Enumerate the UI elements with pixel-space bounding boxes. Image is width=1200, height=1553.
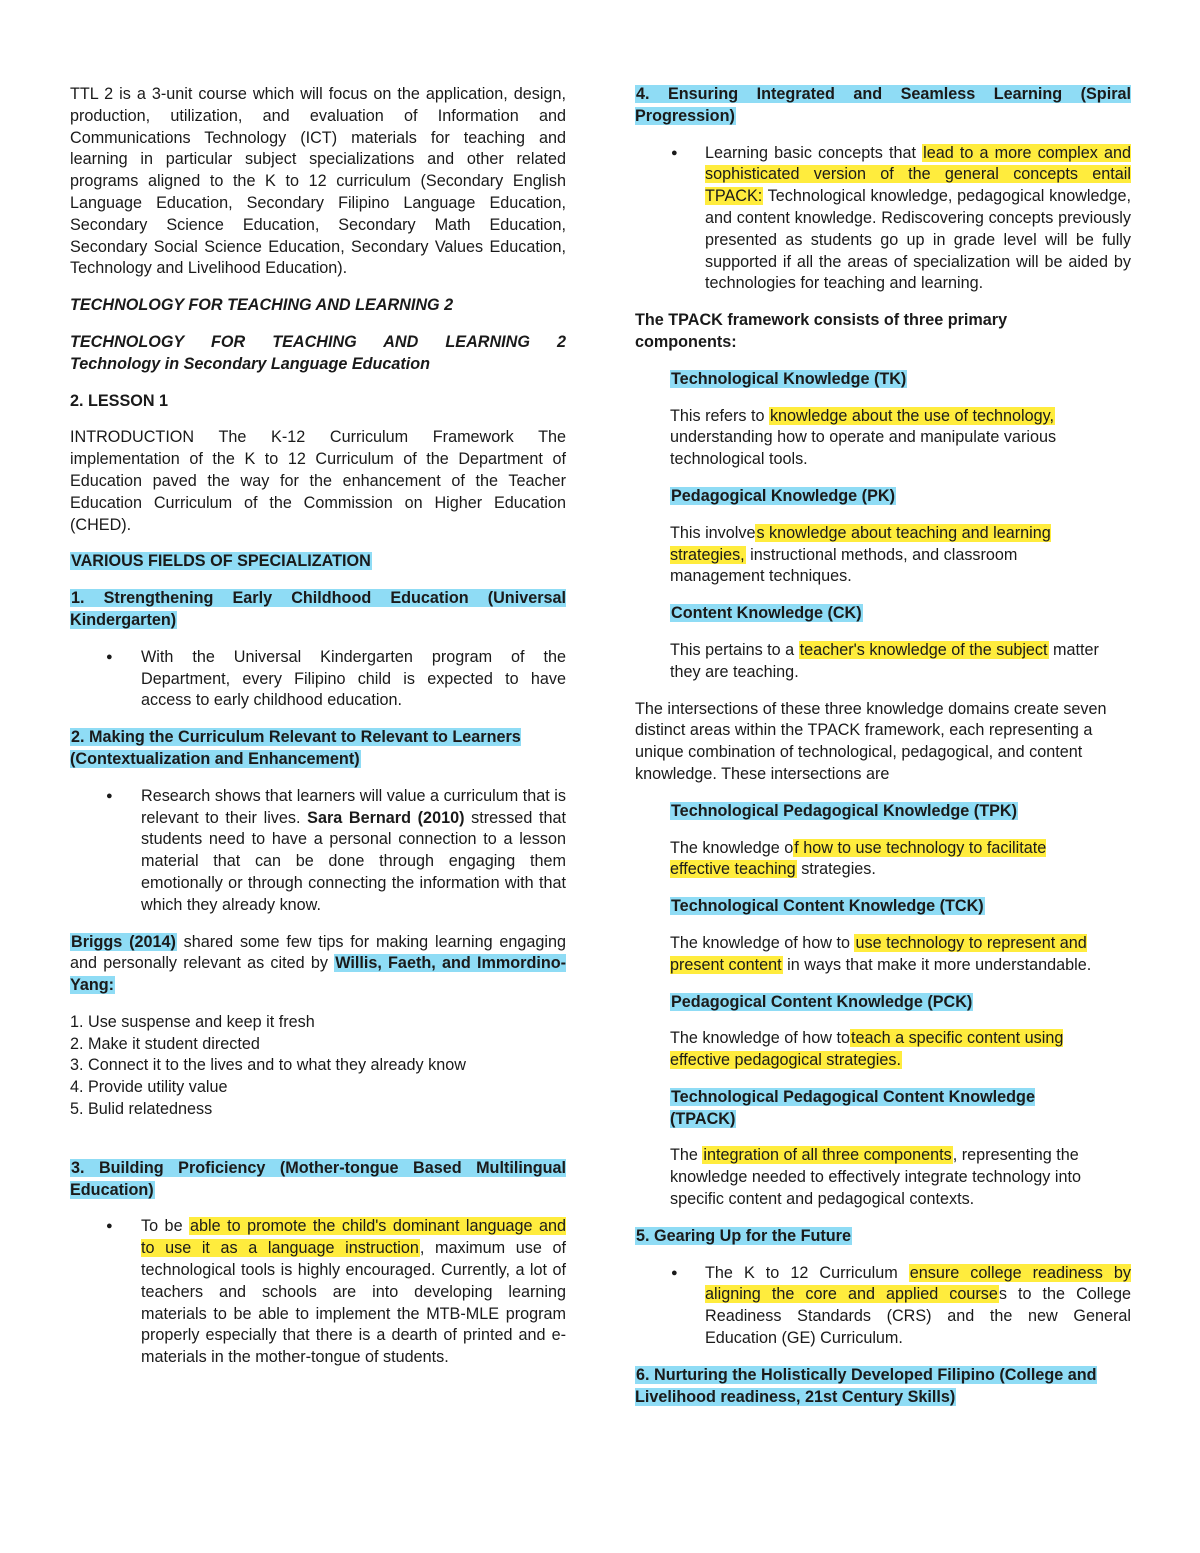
course-title: TECHNOLOGY FOR TEACHING AND LEARNING 2 [70, 296, 454, 315]
tips-list [70, 1012, 566, 1121]
bullet-list-1 [70, 647, 566, 712]
pck-text: The knowledge of how toteach a specific content using effective pedagogical strategies. [670, 1029, 1064, 1070]
various-fields-heading: VARIOUS FIELDS OF SPECIALIZATION [71, 552, 371, 571]
briggs-paragraph: Briggs (2014) shared some few tips for making learning engaging and personally relevant as cited by Willis, Faeth, and Immordino-Yang: [70, 932, 566, 995]
left-column [70, 84, 566, 1384]
tpk-text: The knowledge of how to use technology to facilitate effective teaching strategies. [670, 838, 1047, 879]
tck-text: The knowledge of how to use technology to represent and present content in ways that make it more understandable. [670, 933, 1092, 974]
list-item: 3. Connect it to the lives and to what they already know [70, 1056, 466, 1075]
bullet-list-2 [70, 786, 566, 917]
list-item: 4. Provide utility value [70, 1078, 228, 1097]
tpack-components [635, 369, 1131, 684]
heading-3: 3. Building Proficiency (Mother-tongue Based Multilingual Education) [70, 1158, 566, 1199]
tpk-title: Technological Pedagogical Knowledge (TPK) [671, 801, 1017, 820]
heading-1: 1. Strengthening Early Childhood Education (Universal Kindergarten) [70, 589, 566, 629]
heading-4: 4. Ensuring Integrated and Seamless Learning (Spiral Progression) [635, 85, 1131, 125]
course-subtitle-2: Technology in Secondary Language Education [70, 354, 431, 373]
right-column [635, 84, 1131, 1423]
tpack-title: Technological Pedagogical Content Knowledge (TPACK) [670, 1087, 1035, 1128]
list-item: ● Learning basic concepts that lead to a more complex and sophisticated version of the general concepts entail TPACK: Technological knowledge, pedagogical knowledge, and content knowledge. Rediscovering concepts previously presented as students go up in grade level will be fully supported if all the areas of specialization will be aided by technologies for teaching and learning. [635, 143, 1131, 296]
list-item: ● To be able to promote the child's dominant language and to use it as a language instruction, maximum use of technological tools is highly encouraged. Currently, a lot of teachers and schools are into developing learning materials to be able to implement the MTB-MLE program properly especially that there is a dearth of printed and e-materials in the mother-tongue of students. [70, 1216, 566, 1369]
pck-title: Pedagogical Content Knowledge (PCK) [671, 992, 973, 1011]
tk-text: This refers to knowledge about the use of technology, understanding how to operate and manipulate various technological tools. [670, 406, 1057, 469]
list-item: ● With the Universal Kindergarten program of the Department, every Filipino child is expected to have access to early childhood education. [70, 647, 566, 712]
course-intro: TTL 2 is a 3-unit course which will focus on the application, design, production, utilization, and evaluation of Information and Communications Technology (ICT) materials for teaching and learning in particular subject specializations and other related programs aligned to the K to 12 curriculum (Secondary English Language Education, Secondary Filipino Language Education, Secondary Science Education, Secondary Math Education, Secondary Social Science Education, Secondary Values Education, Technology and Livelihood Education). [70, 85, 566, 278]
pk-title: Pedagogical Knowledge (PK) [671, 486, 895, 505]
tk-title: Technological Knowledge (TK) [671, 369, 907, 388]
intersections-text: The intersections of these three knowledge domains create seven distinct areas within the TPACK framework, each representing a unique combination of technological, pedagogical, and content knowledge. These intersections are [635, 699, 1107, 783]
heading-2: 2. Making the Curriculum Relevant to Relevant to Learners (Contextualization and Enhancement) [70, 728, 521, 768]
bullet-list-3 [70, 1216, 566, 1369]
list-item: ● Research shows that learners will value a curriculum that is relevant to their lives. Sara Bernard (2010) stressed that students need to have a personal connection to a lesson material that can be done through engaging them emotionally or through connecting the information with that which they already know. [70, 786, 566, 917]
lesson-heading: 2. LESSON 1 [70, 391, 169, 410]
list-item: 2. Make it student directed [70, 1034, 260, 1053]
tpack-intersections [635, 801, 1131, 1211]
ck-text: This pertains to a teacher's knowledge of the subject matter they are teaching. [670, 640, 1099, 681]
tck-title: Technological Content Knowledge (TCK) [671, 897, 984, 916]
course-subtitle: TECHNOLOGY FOR TEACHING AND LEARNING 2 [70, 332, 566, 351]
tpack-text: The integration of all three components, representing the knowledge needed to effectively integrate technology into specific content and pedagogical contexts. [670, 1146, 1081, 1209]
heading-5: 5. Gearing Up for the Future [636, 1226, 851, 1245]
pk-text: This involves knowledge about teaching and learning strategies, instructional methods, and classroom management techniques. [670, 523, 1051, 586]
introduction-text: INTRODUCTION The K-12 Curriculum Framework The implementation of the K to 12 Curriculum of the Department of Education paved the way for the enhancement of the Teacher Education Curriculum of the Commission on Higher Education (CHED). [70, 428, 566, 534]
bullet-list-5 [635, 1263, 1131, 1350]
bullet-list-4 [635, 143, 1131, 296]
tpack-intro: The TPACK framework consists of three primary components: [635, 311, 1008, 351]
list-item: ● The K to 12 Curriculum ensure college readiness by aligning the core and applied courses to the College Readiness Standards (CRS) and the new General Education (GE) Curriculum. [635, 1263, 1131, 1350]
ck-title: Content Knowledge (CK) [671, 604, 862, 623]
heading-6: 6. Nurturing the Holistically Developed Filipino (College and Livelihood readiness, 21st Century Skills) [635, 1365, 1097, 1406]
list-item: 1. Use suspense and keep it fresh [70, 1012, 315, 1031]
list-item: 5. Bulid relatedness [70, 1100, 213, 1119]
